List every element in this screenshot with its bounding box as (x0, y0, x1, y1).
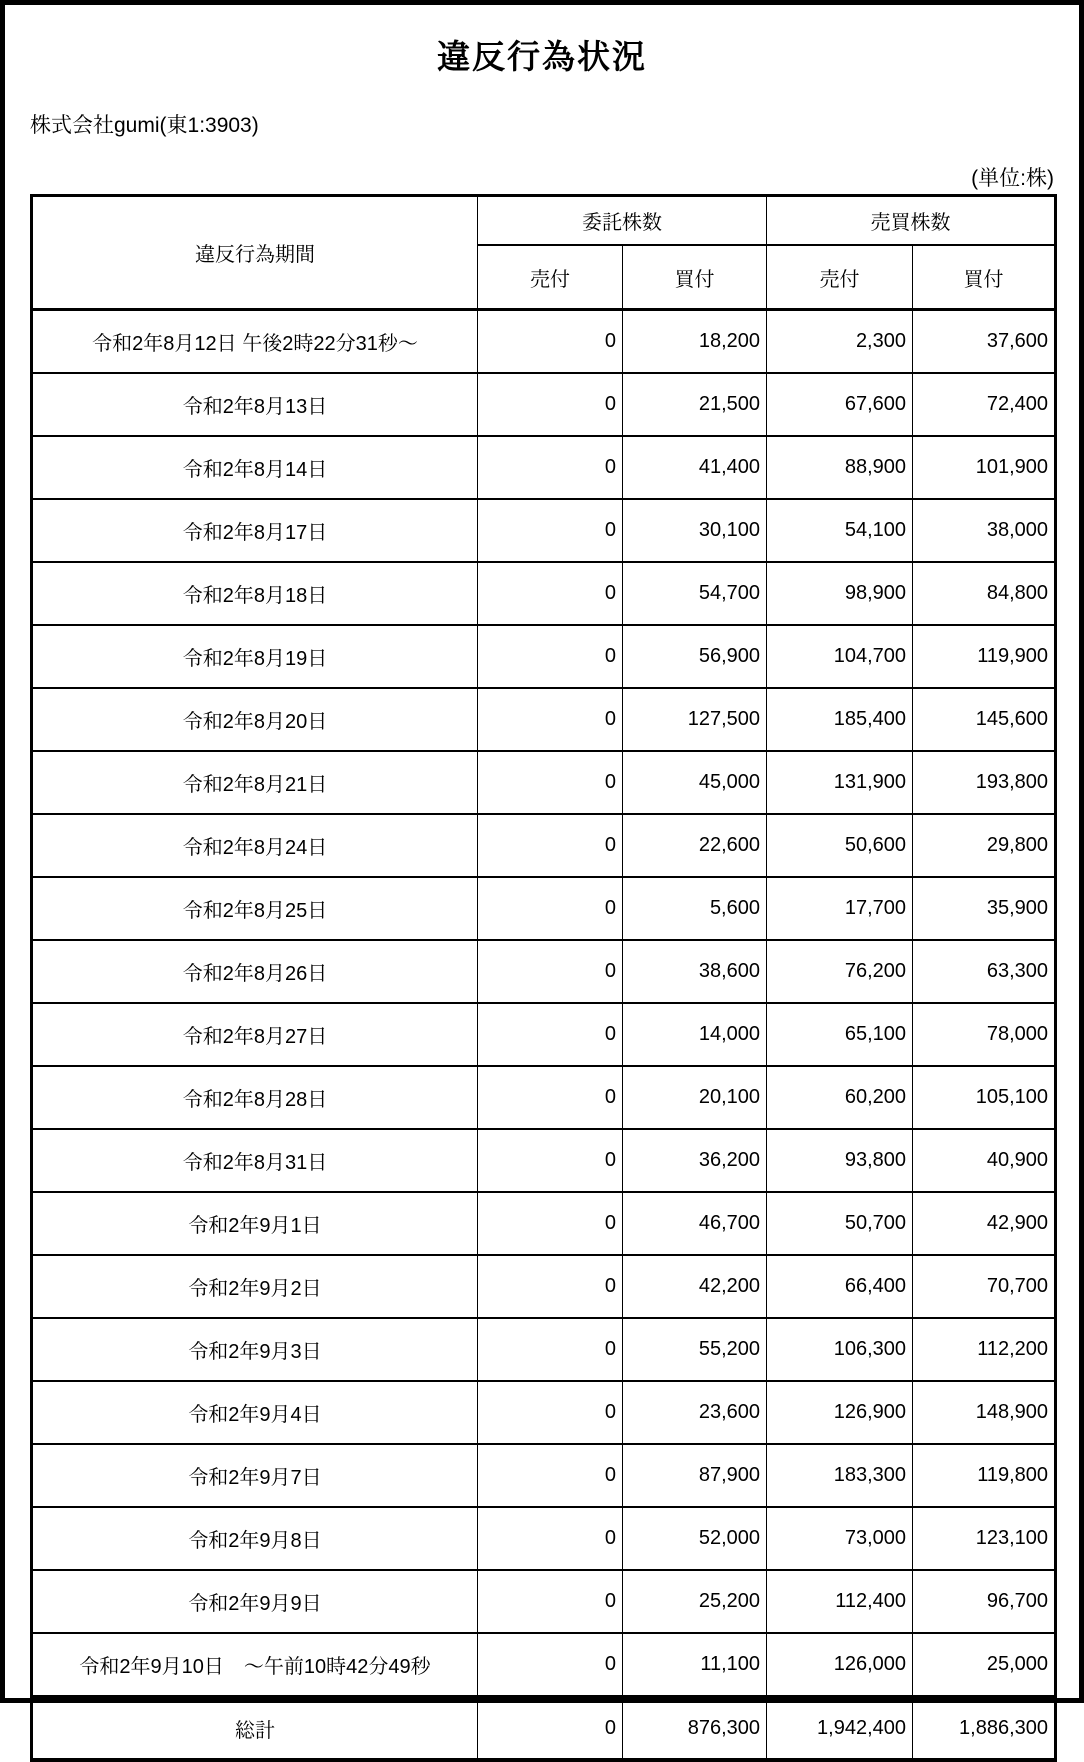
document-page (5, 35, 1079, 1762)
period-cell: 令和2年8月27日 (32, 1003, 478, 1066)
consigned-sell-cell: 0 (478, 1192, 623, 1255)
consigned-buy-cell: 18,200 (623, 310, 767, 374)
period-cell: 令和2年8月25日 (32, 877, 478, 940)
traded-buy-header: 買付 (913, 245, 1056, 310)
traded-buy-cell: 78,000 (913, 1003, 1056, 1066)
consigned-buy-cell: 20,100 (623, 1066, 767, 1129)
table-row (32, 310, 1056, 374)
table-row (32, 877, 1056, 940)
table-row (32, 1444, 1056, 1507)
traded-sell-cell: 17,700 (767, 877, 913, 940)
consigned-sell-cell: 0 (478, 688, 623, 751)
traded-sell-cell: 76,200 (767, 940, 913, 1003)
traded-sell-cell: 50,600 (767, 814, 913, 877)
consigned-buy-cell: 21,500 (623, 373, 767, 436)
traded-buy-cell: 145,600 (913, 688, 1056, 751)
traded-buy-cell: 37,600 (913, 310, 1056, 374)
traded-buy-cell: 72,400 (913, 373, 1056, 436)
unit-note: (単位:株) (971, 167, 1054, 190)
table-row (32, 688, 1056, 751)
traded-buy-cell: 148,900 (913, 1381, 1056, 1444)
consigned-sell-cell: 0 (478, 1381, 623, 1444)
table-row (32, 940, 1056, 1003)
traded-sell-cell: 126,900 (767, 1381, 913, 1444)
table-row (32, 1255, 1056, 1318)
table-row (32, 373, 1056, 436)
period-cell: 令和2年9月8日 (32, 1507, 478, 1570)
traded-buy-cell: 101,900 (913, 436, 1056, 499)
consigned-buy-cell: 30,100 (623, 499, 767, 562)
table-row (32, 1129, 1056, 1192)
traded-sell-cell: 54,100 (767, 499, 913, 562)
consigned-sell-cell: 0 (478, 1066, 623, 1129)
traded-buy-cell: 84,800 (913, 562, 1056, 625)
consigned-sell-cell: 0 (478, 310, 623, 374)
table-header (32, 196, 1056, 310)
consigned-sell-cell: 0 (478, 625, 623, 688)
traded-buy-cell: 42,900 (913, 1192, 1056, 1255)
traded-buy-cell: 96,700 (913, 1570, 1056, 1633)
consigned-sell-cell: 0 (478, 1003, 623, 1066)
period-cell: 令和2年9月2日 (32, 1255, 478, 1318)
consigned-sell-cell: 0 (478, 436, 623, 499)
table-body (32, 310, 1056, 1697)
consigned-sell-cell: 0 (478, 1129, 623, 1192)
table-row (32, 751, 1056, 814)
traded-sell-cell: 60,200 (767, 1066, 913, 1129)
traded-sell-header: 売付 (767, 245, 913, 310)
traded-buy-cell: 112,200 (913, 1318, 1056, 1381)
period-cell: 令和2年9月7日 (32, 1444, 478, 1507)
period-cell: 令和2年9月1日 (32, 1192, 478, 1255)
consigned-buy-cell: 23,600 (623, 1381, 767, 1444)
period-cell: 令和2年8月28日 (32, 1066, 478, 1129)
traded-buy-cell: 119,900 (913, 625, 1056, 688)
consigned-buy-cell: 5,600 (623, 877, 767, 940)
traded-sell-cell: 98,900 (767, 562, 913, 625)
total-traded-buy-cell: 1,886,300 (913, 1697, 1056, 1761)
traded-shares-group-header: 売買株数 (767, 196, 1056, 246)
consigned-buy-cell: 38,600 (623, 940, 767, 1003)
consigned-buy-cell: 56,900 (623, 625, 767, 688)
consigned-sell-header: 売付 (478, 245, 623, 310)
consigned-buy-cell: 45,000 (623, 751, 767, 814)
violation-table (30, 194, 1057, 1762)
company-name: 株式会社gumi(東1:3903) (30, 114, 259, 137)
consigned-sell-cell: 0 (478, 751, 623, 814)
consigned-buy-cell: 127,500 (623, 688, 767, 751)
traded-sell-cell: 67,600 (767, 373, 913, 436)
consigned-sell-cell: 0 (478, 499, 623, 562)
total-label-cell: 総計 (32, 1697, 478, 1761)
period-cell: 令和2年9月4日 (32, 1381, 478, 1444)
consigned-sell-cell: 0 (478, 562, 623, 625)
period-column-header: 違反行為期間 (32, 196, 478, 310)
period-cell: 令和2年8月14日 (32, 436, 478, 499)
traded-sell-cell: 88,900 (767, 436, 913, 499)
table-footer (32, 1697, 1056, 1761)
consigned-buy-cell: 25,200 (623, 1570, 767, 1633)
traded-sell-cell: 183,300 (767, 1444, 913, 1507)
header-group-row (32, 196, 1056, 246)
traded-buy-cell: 35,900 (913, 877, 1056, 940)
consigned-sell-cell: 0 (478, 1633, 623, 1697)
traded-sell-cell: 126,000 (767, 1633, 913, 1697)
total-traded-sell-cell: 1,942,400 (767, 1697, 913, 1761)
traded-buy-cell: 25,000 (913, 1633, 1056, 1697)
period-cell: 令和2年8月31日 (32, 1129, 478, 1192)
period-cell: 令和2年9月3日 (32, 1318, 478, 1381)
period-cell: 令和2年8月17日 (32, 499, 478, 562)
table-row (32, 436, 1056, 499)
total-consigned-buy-cell: 876,300 (623, 1697, 767, 1761)
table-row (32, 1381, 1056, 1444)
consigned-sell-cell: 0 (478, 1444, 623, 1507)
consigned-buy-cell: 52,000 (623, 1507, 767, 1570)
consigned-buy-cell: 41,400 (623, 436, 767, 499)
traded-sell-cell: 65,100 (767, 1003, 913, 1066)
table-row (32, 1066, 1056, 1129)
traded-sell-cell: 50,700 (767, 1192, 913, 1255)
traded-sell-cell: 112,400 (767, 1570, 913, 1633)
traded-sell-cell: 104,700 (767, 625, 913, 688)
consigned-buy-cell: 14,000 (623, 1003, 767, 1066)
traded-buy-cell: 119,800 (913, 1444, 1056, 1507)
table-row (32, 1003, 1056, 1066)
consigned-buy-cell: 46,700 (623, 1192, 767, 1255)
period-cell: 令和2年8月12日 午後2時22分31秒～ (32, 310, 478, 374)
consigned-buy-cell: 87,900 (623, 1444, 767, 1507)
total-consigned-sell-cell: 0 (478, 1697, 623, 1761)
table-row (32, 562, 1056, 625)
consigned-sell-cell: 0 (478, 940, 623, 1003)
consigned-sell-cell: 0 (478, 877, 623, 940)
period-cell: 令和2年9月9日 (32, 1570, 478, 1633)
consigned-buy-cell: 22,600 (623, 814, 767, 877)
table-row (32, 1507, 1056, 1570)
traded-sell-cell: 93,800 (767, 1129, 913, 1192)
total-row (32, 1697, 1056, 1761)
period-cell: 令和2年9月10日 ～午前10時42分49秒 (32, 1633, 478, 1697)
consigned-sell-cell: 0 (478, 814, 623, 877)
table-row (32, 1633, 1056, 1697)
period-cell: 令和2年8月20日 (32, 688, 478, 751)
traded-buy-cell: 70,700 (913, 1255, 1056, 1318)
traded-buy-cell: 29,800 (913, 814, 1056, 877)
traded-sell-cell: 185,400 (767, 688, 913, 751)
table-row (32, 1570, 1056, 1633)
period-cell: 令和2年8月13日 (32, 373, 478, 436)
period-cell: 令和2年8月26日 (32, 940, 478, 1003)
consigned-buy-cell: 54,700 (623, 562, 767, 625)
traded-buy-cell: 193,800 (913, 751, 1056, 814)
consigned-sell-cell: 0 (478, 1507, 623, 1570)
consigned-sell-cell: 0 (478, 373, 623, 436)
traded-sell-cell: 106,300 (767, 1318, 913, 1381)
traded-sell-cell: 131,900 (767, 751, 913, 814)
consigned-sell-cell: 0 (478, 1255, 623, 1318)
consigned-buy-cell: 36,200 (623, 1129, 767, 1192)
traded-buy-cell: 123,100 (913, 1507, 1056, 1570)
table-row (32, 1192, 1056, 1255)
consigned-buy-cell: 55,200 (623, 1318, 767, 1381)
traded-buy-cell: 105,100 (913, 1066, 1056, 1129)
consigned-shares-group-header: 委託株数 (478, 196, 767, 246)
consigned-sell-cell: 0 (478, 1318, 623, 1381)
period-cell: 令和2年8月18日 (32, 562, 478, 625)
consigned-buy-cell: 42,200 (623, 1255, 767, 1318)
table-row (32, 814, 1056, 877)
consigned-buy-cell: 11,100 (623, 1633, 767, 1697)
table-row (32, 625, 1056, 688)
table-row (32, 499, 1056, 562)
traded-buy-cell: 40,900 (913, 1129, 1056, 1192)
traded-sell-cell: 2,300 (767, 310, 913, 374)
consigned-sell-cell: 0 (478, 1570, 623, 1633)
traded-sell-cell: 66,400 (767, 1255, 913, 1318)
traded-sell-cell: 73,000 (767, 1507, 913, 1570)
consigned-buy-header: 買付 (623, 245, 767, 310)
traded-buy-cell: 38,000 (913, 499, 1056, 562)
page-title: 違反行為状況 (437, 38, 647, 75)
period-cell: 令和2年8月21日 (32, 751, 478, 814)
table-row (32, 1318, 1056, 1381)
period-cell: 令和2年8月19日 (32, 625, 478, 688)
period-cell: 令和2年8月24日 (32, 814, 478, 877)
traded-buy-cell: 63,300 (913, 940, 1056, 1003)
